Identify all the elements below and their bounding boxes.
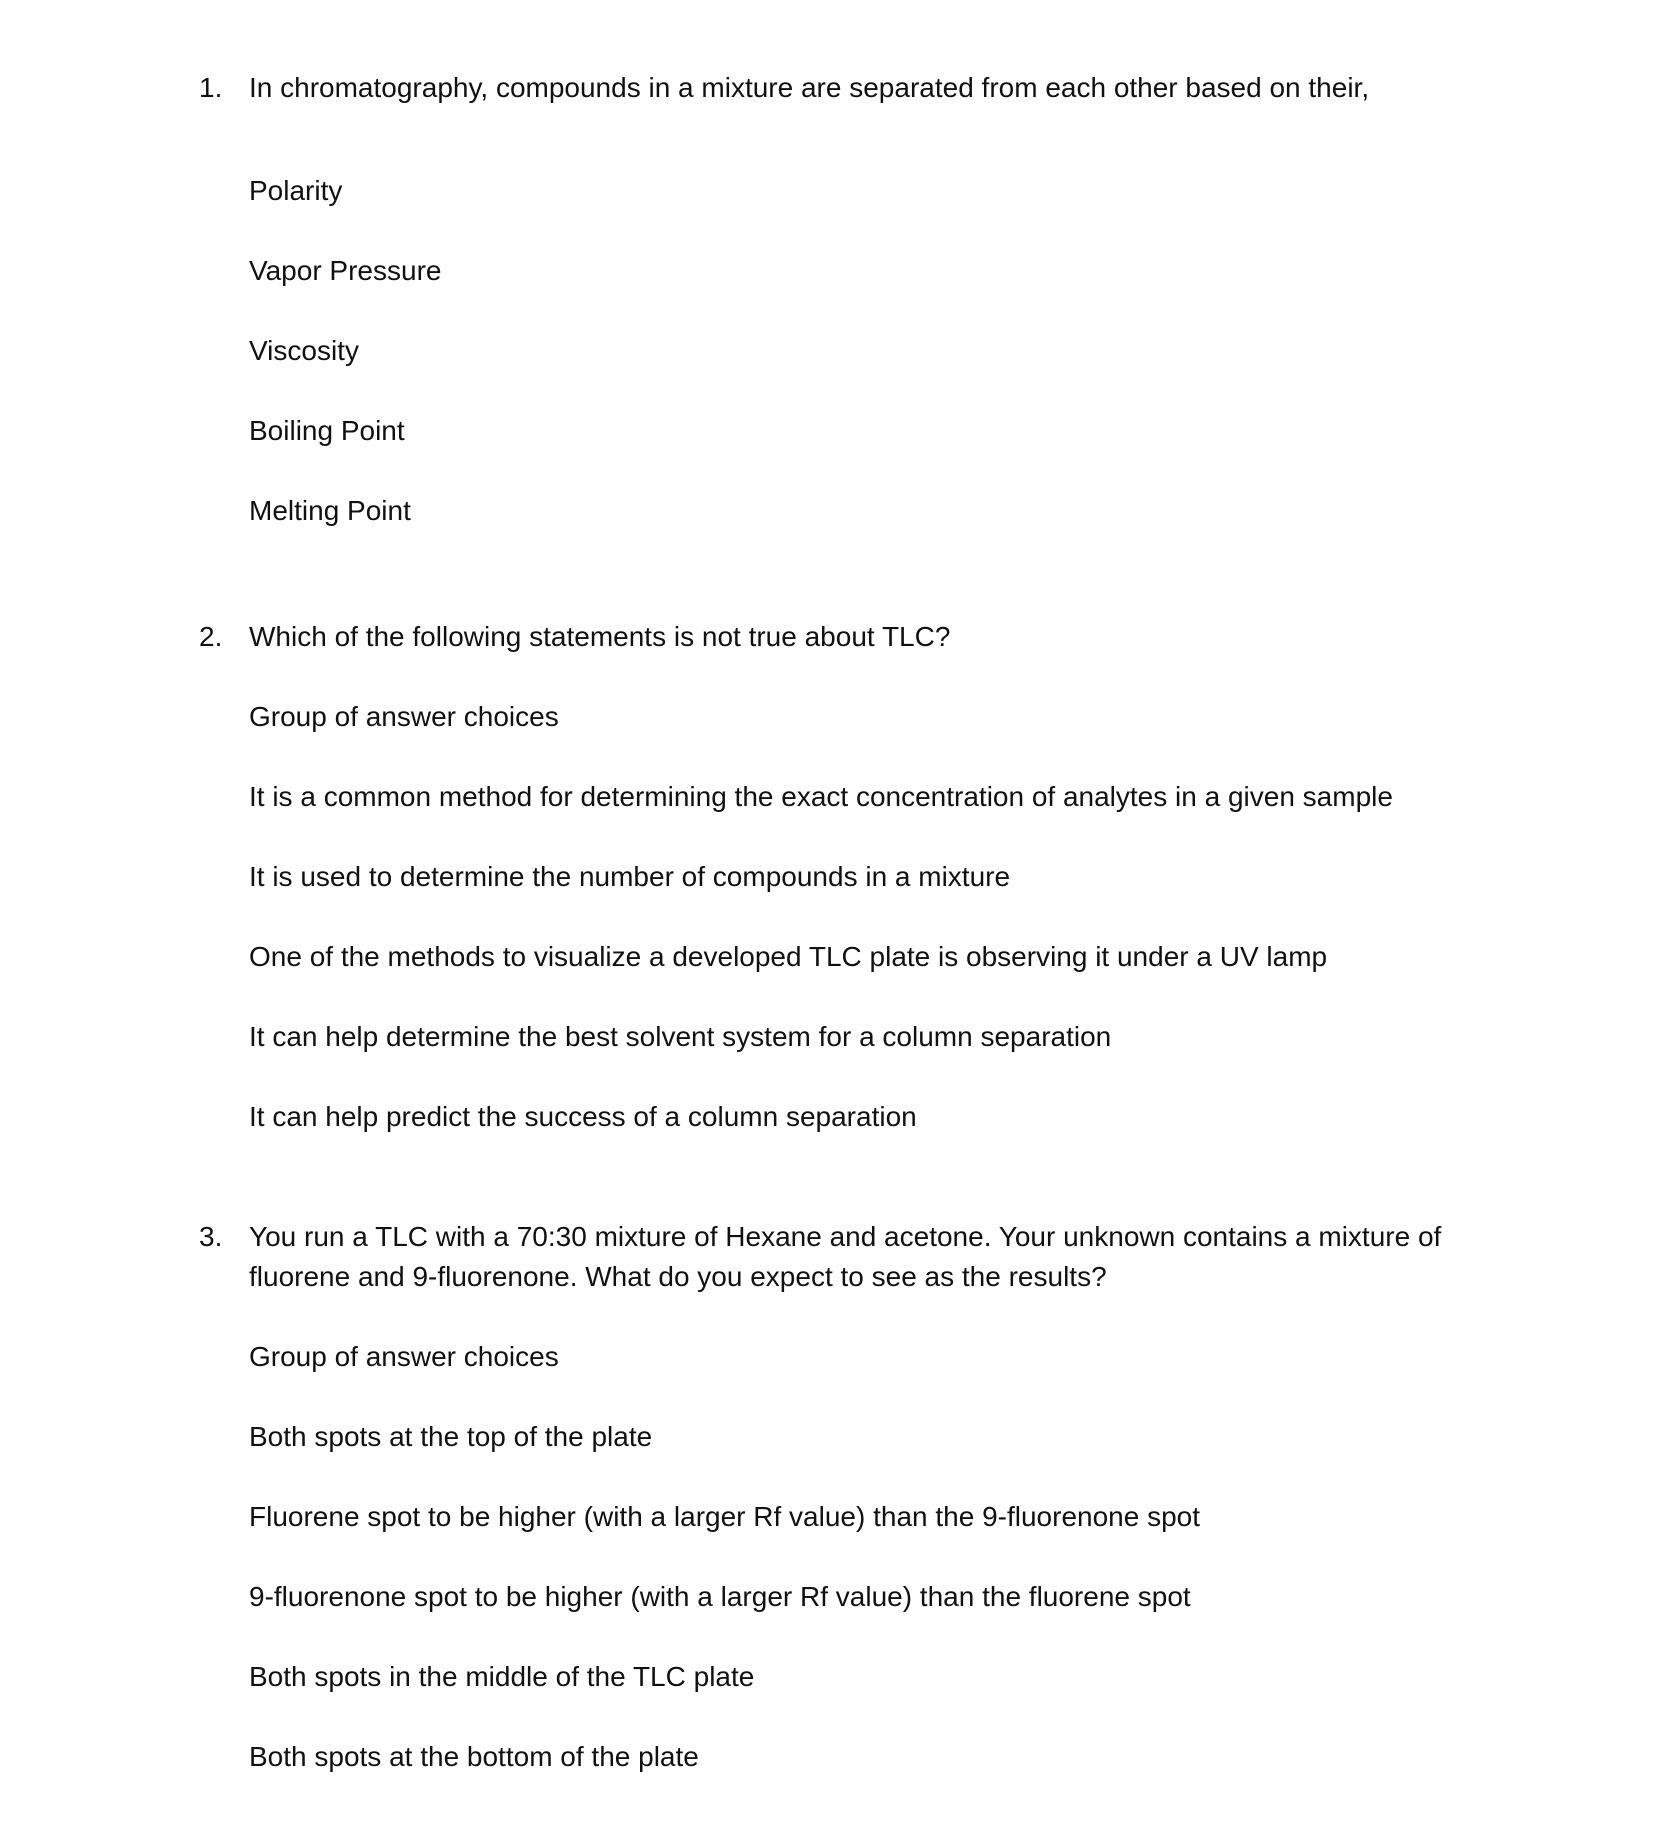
question-number: 2. — [199, 621, 223, 652]
answer-choice[interactable]: It can help determine the best solvent system for a column separation — [249, 1021, 1112, 1052]
question-number: 1. — [199, 72, 223, 103]
answer-choice[interactable]: One of the methods to visualize a developed TLC plate is observing it under a UV lamp — [249, 941, 1328, 972]
answer-choice[interactable]: It can help predict the success of a column separation — [249, 1101, 917, 1132]
answer-choices — [249, 777, 1459, 1137]
question-1 — [199, 68, 1459, 531]
answer-choice[interactable]: Boiling Point — [249, 415, 405, 446]
answer-choice[interactable]: Fluorene spot to be higher (with a larger Rf value) than the 9-fluorenone spot — [249, 1501, 1201, 1532]
answer-choices — [249, 171, 1459, 531]
question-3 — [199, 1217, 1459, 1777]
group-label: Group of answer choices — [249, 701, 559, 732]
question-2 — [199, 617, 1459, 1137]
answer-choice[interactable]: Both spots in the middle of the TLC plate — [249, 1661, 755, 1692]
answer-choice[interactable]: Viscosity — [249, 335, 359, 366]
answer-choice[interactable]: Melting Point — [249, 495, 411, 526]
answer-choice[interactable]: It is used to determine the number of compounds in a mixture — [249, 861, 1011, 892]
answer-choice[interactable]: Vapor Pressure — [249, 255, 442, 286]
answer-choice[interactable]: 9-fluorenone spot to be higher (with a larger Rf value) than the fluorene spot — [249, 1581, 1191, 1612]
group-label: Group of answer choices — [249, 1341, 559, 1372]
answer-choice[interactable]: Both spots at the bottom of the plate — [249, 1741, 699, 1772]
answer-choices — [249, 1417, 1459, 1777]
answer-choice[interactable]: It is a common method for determining the exact concentration of analytes in a given sample — [249, 781, 1393, 812]
answer-choice[interactable]: Polarity — [249, 175, 343, 206]
question-number: 3. — [199, 1221, 223, 1252]
question-text: In chromatography, compounds in a mixture are separated from each other based on their, — [249, 72, 1370, 103]
question-text: You run a TLC with a 70:30 mixture of Hexane and acetone. Your unknown contains a mixture of fluorene and 9-fluorenone. What do you expect to see as the results? — [249, 1221, 1442, 1292]
answer-choice[interactable]: Both spots at the top of the plate — [249, 1421, 653, 1452]
question-text: Which of the following statements is not true about TLC? — [249, 621, 951, 652]
